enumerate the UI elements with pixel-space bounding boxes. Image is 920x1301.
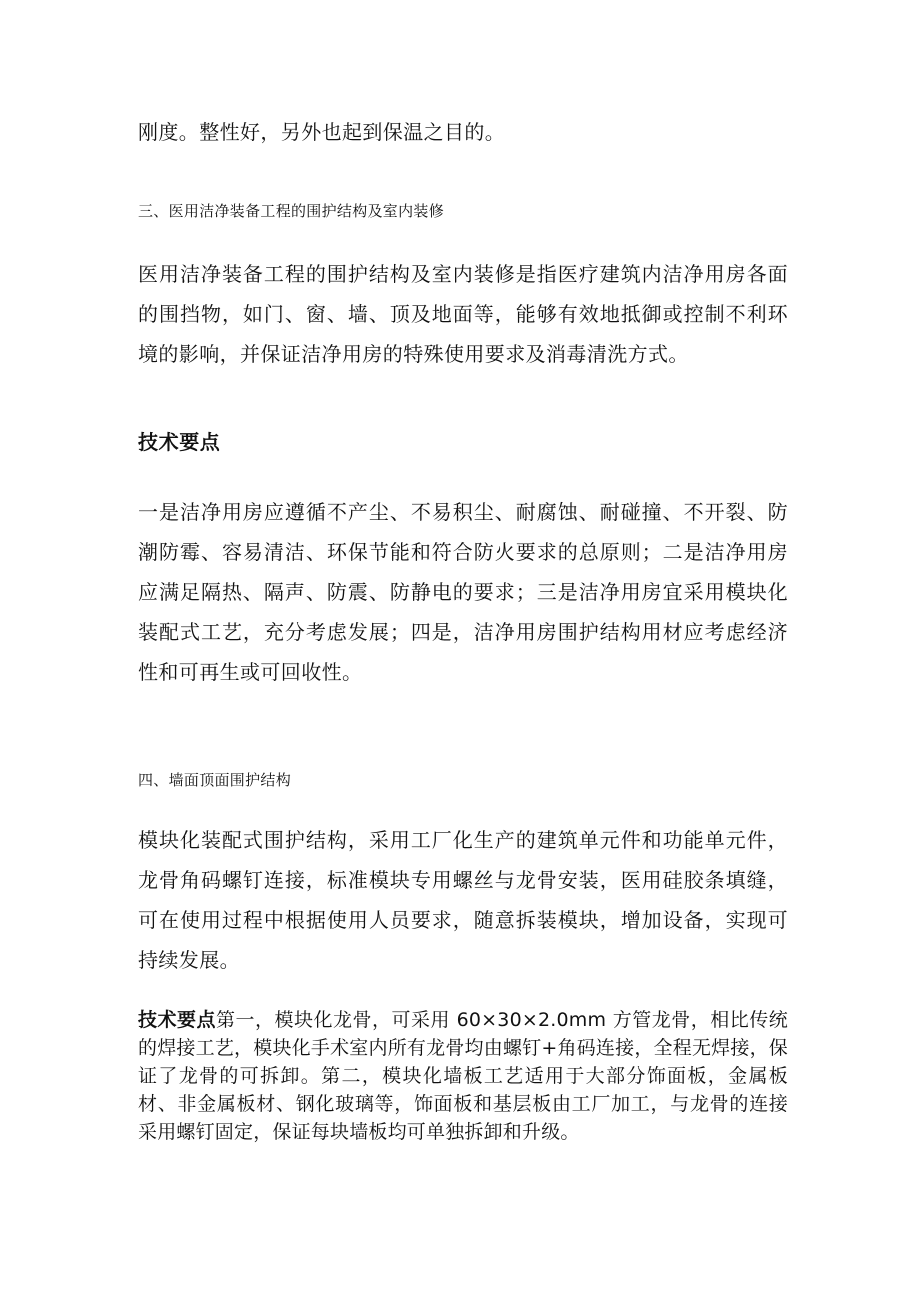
section-3-tech-body: 一是洁净用房应遵循不产尘、不易积尘、耐腐蚀、耐碰撞、不开裂、防潮防霉、容易清洁、环保节能和符合防火要求的总原则；二是洁净用房应满足隔热、隔声、防震、防静电的要求；三是洁净用房宜采用模块化装配式工艺，充分考虑发展；四是，洁净用房围护结构用材应考虑经济性和可再生或可回收性。: [138, 500, 788, 684]
intro-fragment: 刚度。整性好，另外也起到保温之目的。: [138, 120, 506, 144]
section-3-body: 医用洁净装备工程的围护结构及室内装修是指医疗建筑内洁净用房各面的围挡物，如门、窗、墙、顶及地面等，能够有效地抵御或控制不利环境的影响，并保证洁净用房的特殊使用要求及消毒清洗方式。: [138, 262, 788, 366]
section-4-body: 模块化装配式围护结构，采用工厂化生产的建筑单元件和功能单元件，龙骨角码螺钉连接，标准模块专用螺丝与龙骨安装，医用硅胶条填缝，可在使用过程中根据使用人员要求，随意拆装模块，增加设备，实现可持续发展。: [138, 828, 788, 972]
section-4-tech-label: 技术要点: [138, 1009, 217, 1031]
section-3-heading: 三、医用洁净装备工程的围护结构及室内装修: [138, 202, 445, 220]
section-4-tech-paragraph: [138, 1006, 788, 1146]
section-3-tech-heading: 技术要点: [138, 430, 221, 454]
section-4-heading: 四、墙面顶面围护结构: [138, 771, 292, 789]
section-4-tech-body: 第一，模块化龙骨，可采用 60×30×2.0mm 方管龙骨，相比传统的焊接工艺，模块化手术室内所有龙骨均由螺钉+角码连接，全程无焊接，保证了龙骨的可拆卸。第二，模块化墙板工艺适用于大部分饰面板，金属板材、非金属板材、钢化玻璃等，饰面板和基层板由工厂加工，与龙骨的连接采用螺钉固定，保证每块墙板均可单独拆卸和升级。: [138, 1009, 788, 1143]
